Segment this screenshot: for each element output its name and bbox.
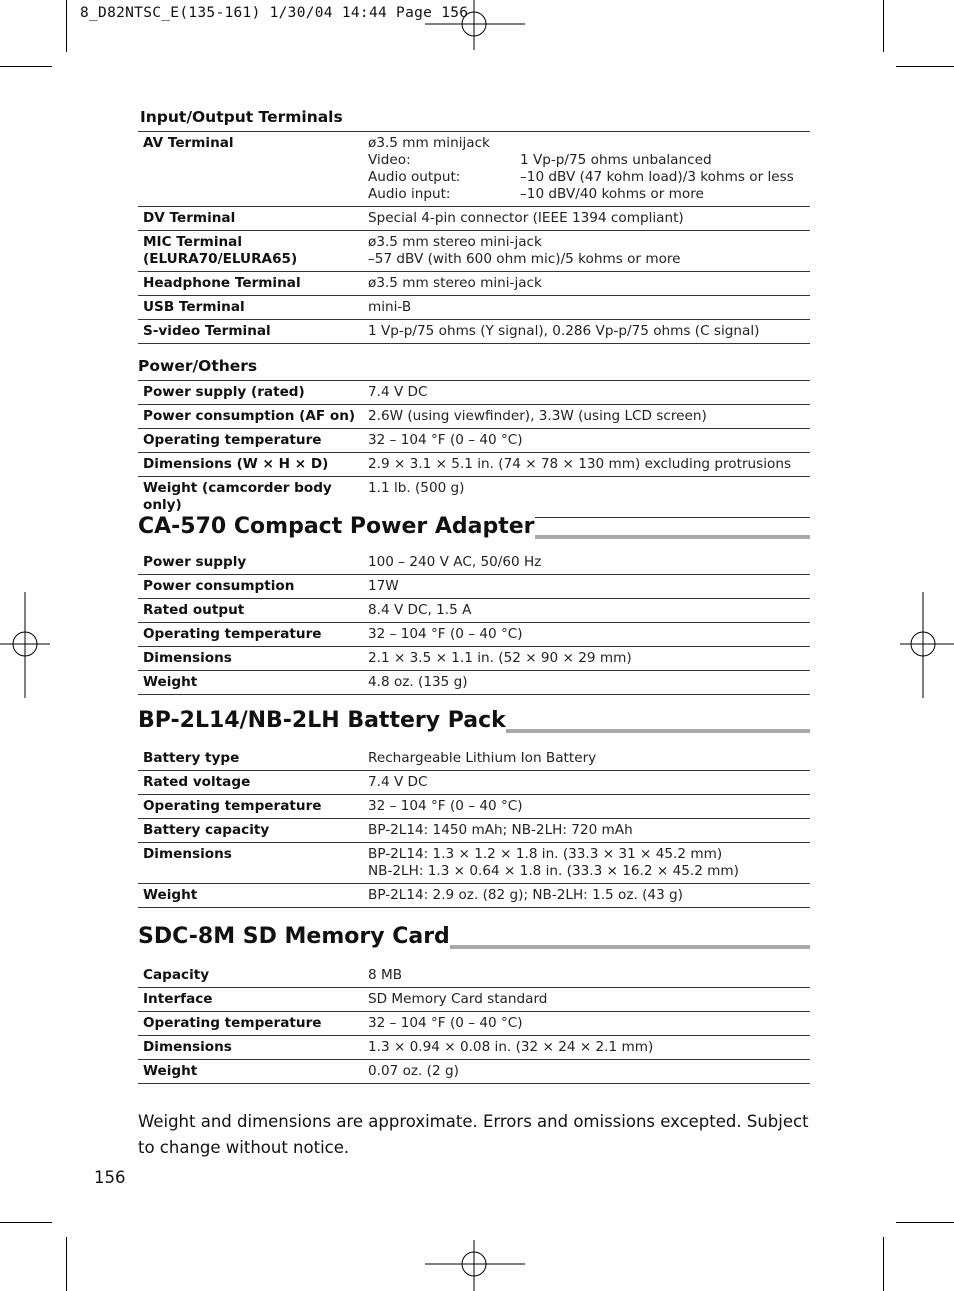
spec-value: 32 – 104 °F (0 – 40 °C) — [363, 1012, 810, 1036]
spec-value: 1 Vp-p/75 ohms (Y signal), 0.286 Vp-p/75 ohms (C signal) — [363, 320, 810, 344]
spec-subrow — [368, 186, 805, 203]
battery-table — [138, 747, 810, 908]
adapter-section — [138, 514, 810, 695]
spec-subrow — [368, 169, 805, 186]
spec-key: Operating temperature — [138, 429, 363, 453]
table-row — [138, 575, 810, 599]
battery-section — [138, 708, 810, 908]
crop-mark — [66, 1237, 67, 1291]
table-row — [138, 207, 810, 231]
spec-value: 32 – 104 °F (0 – 40 °C) — [363, 429, 810, 453]
crop-mark — [883, 0, 884, 52]
spec-key: Operating temperature — [138, 623, 363, 647]
table-row — [138, 320, 810, 344]
spec-value: 4.8 oz. (135 g) — [363, 671, 810, 695]
power-heading: Power/Others — [138, 357, 258, 375]
battery-title-bar — [138, 708, 810, 734]
table-row — [138, 1036, 810, 1060]
table-row — [138, 1060, 810, 1084]
table-row — [138, 551, 810, 575]
spec-key: Dimensions (W × H × D) — [138, 453, 363, 477]
table-row — [138, 429, 810, 453]
adapter-table — [138, 551, 810, 695]
spec-key: Dimensions — [138, 1036, 363, 1060]
section-title: CA-570 Compact Power Adapter — [138, 514, 535, 539]
spec-sublabel: Video: — [368, 152, 411, 168]
table-row — [138, 1012, 810, 1036]
table-row — [138, 477, 810, 518]
io-table — [138, 131, 810, 344]
table-row — [138, 272, 810, 296]
spec-value — [363, 231, 810, 272]
spec-key: Operating temperature — [138, 795, 363, 819]
spec-key: Weight — [138, 884, 363, 908]
spec-subrow — [368, 152, 805, 169]
spec-key: AV Terminal — [138, 132, 363, 207]
spec-subvalue: –10 dBV/40 kohms or more — [520, 186, 704, 202]
card-section — [138, 924, 810, 1084]
spec-key: Power supply (rated) — [138, 381, 363, 405]
section-title: BP-2L14/NB-2LH Battery Pack — [138, 708, 506, 733]
spec-key: Battery type — [138, 747, 363, 771]
table-row — [138, 771, 810, 795]
crop-mark — [0, 66, 52, 67]
spec-value — [363, 132, 810, 207]
spec-value-line: –57 dBV (with 600 ohm mic)/5 kohms or more — [368, 251, 681, 267]
spec-key: USB Terminal — [138, 296, 363, 320]
spec-key: Rated output — [138, 599, 363, 623]
spec-subvalue: 1 Vp-p/75 ohms unbalanced — [520, 152, 712, 168]
adapter-title-bar — [138, 514, 810, 540]
spec-key: S-video Terminal — [138, 320, 363, 344]
print-slug: 8_D82NTSC_E(135-161) 1/30/04 14:44 Page 156 — [80, 5, 469, 21]
spec-value-line: ø3.5 mm minijack — [368, 135, 490, 151]
spec-key: Dimensions — [138, 843, 363, 884]
io-heading: Input/Output Terminals — [140, 108, 343, 126]
table-row — [138, 132, 810, 207]
page-number: 156 — [94, 1168, 126, 1187]
spec-value-line: BP-2L14: 1.3 × 1.2 × 1.8 in. (33.3 × 31 × 45.2 mm) — [368, 846, 723, 862]
table-row — [138, 623, 810, 647]
spec-key: Weight — [138, 671, 363, 695]
table-row — [138, 747, 810, 771]
table-row — [138, 296, 810, 320]
crop-mark — [883, 1237, 884, 1291]
spec-key: Dimensions — [138, 647, 363, 671]
spec-key: Weight (camcorder body only) — [138, 477, 363, 518]
spec-key: Operating temperature — [138, 1012, 363, 1036]
spec-key: Rated voltage — [138, 771, 363, 795]
spec-key — [138, 231, 363, 272]
spec-value: mini-B — [363, 296, 810, 320]
spec-value: BP-2L14: 1450 mAh; NB-2LH: 720 mAh — [363, 819, 810, 843]
spec-value — [363, 843, 810, 884]
spec-key: Battery capacity — [138, 819, 363, 843]
io-section — [138, 108, 810, 344]
spec-value: 1.1 lb. (500 g) — [363, 477, 810, 518]
table-row — [138, 843, 810, 884]
power-section — [138, 357, 810, 518]
section-title: SDC-8M SD Memory Card — [138, 924, 450, 949]
table-row — [138, 671, 810, 695]
spec-value: BP-2L14: 2.9 oz. (82 g); NB-2LH: 1.5 oz. (43 g) — [363, 884, 810, 908]
crop-mark — [0, 1222, 52, 1223]
registration-mark-icon — [898, 592, 954, 698]
table-row — [138, 231, 810, 272]
spec-key: Power consumption — [138, 575, 363, 599]
spec-key: Headphone Terminal — [138, 272, 363, 296]
table-row — [138, 884, 810, 908]
card-title-bar — [138, 924, 810, 950]
crop-mark — [66, 0, 67, 52]
table-row — [138, 964, 810, 988]
spec-key-line: MIC Terminal — [143, 234, 243, 250]
spec-subvalue: –10 dBV (47 kohm load)/3 kohms or less — [520, 169, 794, 185]
spec-key: Capacity — [138, 964, 363, 988]
disclaimer-note: Weight and dimensions are approximate. Errors and omissions excepted. Subject to change without notice. — [138, 1112, 809, 1157]
crop-mark — [896, 1222, 954, 1223]
spec-value: 100 – 240 V AC, 50/60 Hz — [363, 551, 810, 575]
spec-value: 8.4 V DC, 1.5 A — [363, 599, 810, 623]
spec-value: 2.6W (using viewfinder), 3.3W (using LCD screen) — [363, 405, 810, 429]
spec-key-line: (ELURA70/ELURA65) — [143, 251, 298, 267]
spec-value-line: ø3.5 mm stereo mini-jack — [368, 234, 542, 250]
spec-sublabel: Audio output: — [368, 169, 461, 185]
spec-key: DV Terminal — [138, 207, 363, 231]
spec-value-line: NB-2LH: 1.3 × 0.64 × 1.8 in. (33.3 × 16.2 × 45.2 mm) — [368, 863, 739, 879]
spec-value: 0.07 oz. (2 g) — [363, 1060, 810, 1084]
spec-value: 32 – 104 °F (0 – 40 °C) — [363, 623, 810, 647]
table-row — [138, 795, 810, 819]
spec-value: 7.4 V DC — [363, 381, 810, 405]
spec-value: 8 MB — [363, 964, 810, 988]
spec-sublabel: Audio input: — [368, 186, 451, 202]
table-row — [138, 599, 810, 623]
registration-mark-icon — [0, 592, 52, 698]
spec-key: Power supply — [138, 551, 363, 575]
spec-key: Weight — [138, 1060, 363, 1084]
registration-mark-icon — [420, 0, 530, 52]
spec-value: ø3.5 mm stereo mini-jack — [363, 272, 810, 296]
table-row — [138, 988, 810, 1012]
spec-value: 32 – 104 °F (0 – 40 °C) — [363, 795, 810, 819]
table-row — [138, 819, 810, 843]
card-table — [138, 964, 810, 1084]
spec-value: 2.1 × 3.5 × 1.1 in. (52 × 90 × 29 mm) — [363, 647, 810, 671]
power-table — [138, 380, 810, 518]
spec-key: Interface — [138, 988, 363, 1012]
table-row — [138, 647, 810, 671]
spec-key: Power consumption (AF on) — [138, 405, 363, 429]
spec-value: Special 4-pin connector (IEEE 1394 compliant) — [363, 207, 810, 231]
spec-value: 1.3 × 0.94 × 0.08 in. (32 × 24 × 2.1 mm) — [363, 1036, 810, 1060]
crop-mark — [896, 66, 954, 67]
spec-value: 2.9 × 3.1 × 5.1 in. (74 × 78 × 130 mm) excluding protrusions — [363, 453, 810, 477]
spec-value: SD Memory Card standard — [363, 988, 810, 1012]
spec-value: 17W — [363, 575, 810, 599]
table-row — [138, 381, 810, 405]
table-row — [138, 405, 810, 429]
spec-value: Rechargeable Lithium Ion Battery — [363, 747, 810, 771]
registration-mark-icon — [420, 1240, 530, 1291]
spec-value: 7.4 V DC — [363, 771, 810, 795]
table-row — [138, 453, 810, 477]
